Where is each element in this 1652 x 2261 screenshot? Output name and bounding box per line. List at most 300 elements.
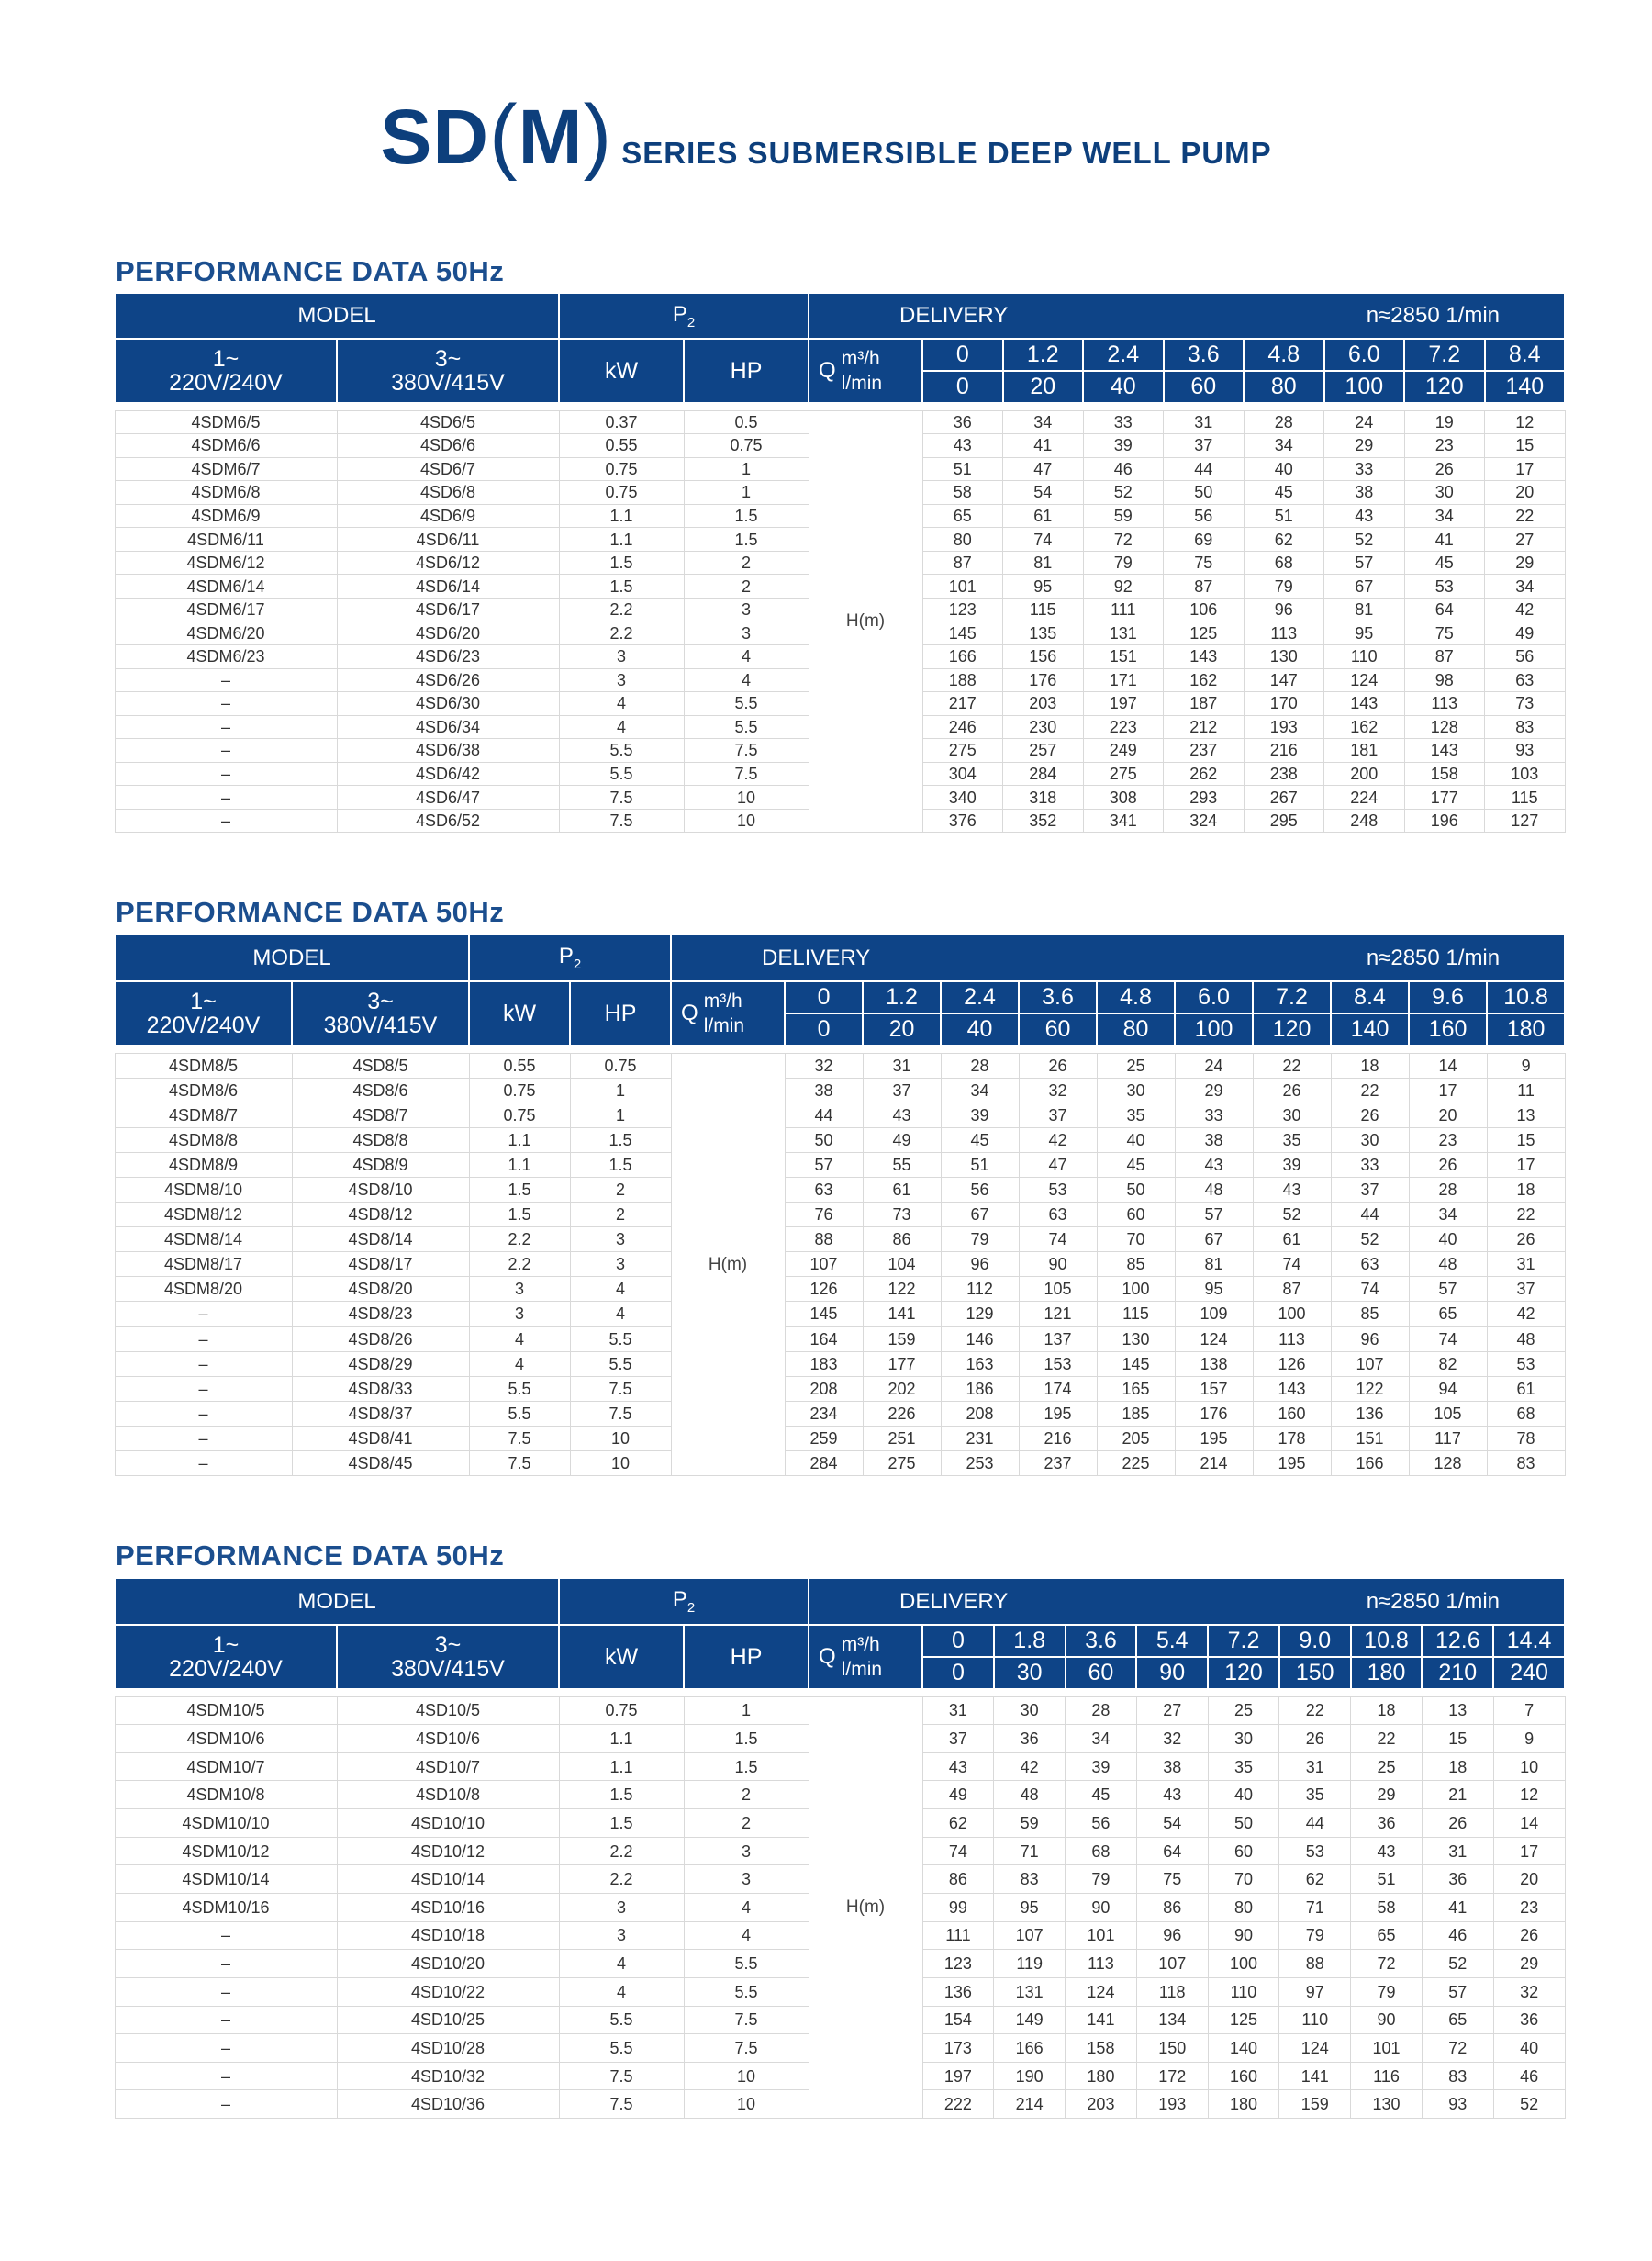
head-value-cell: 141 — [863, 1302, 941, 1326]
head-value-cell: 85 — [1331, 1302, 1409, 1326]
head-value-cell: 10 — [1493, 1752, 1565, 1781]
model-1ph-cell: – — [115, 1977, 337, 2006]
head-value-cell: 28 — [941, 1053, 1019, 1078]
kw-cell: 1.5 — [559, 551, 684, 575]
head-value-cell: 38 — [1324, 481, 1405, 505]
single-phase-header — [115, 339, 337, 403]
head-value-cell: 153 — [1019, 1351, 1097, 1376]
kw-cell: 1.1 — [559, 504, 684, 528]
model-3ph-cell: 4SD8/37 — [292, 1401, 469, 1426]
q-m3h-value: 6.0 — [1324, 339, 1405, 371]
head-value-cell: 203 — [1003, 692, 1084, 716]
head-value-cell: 237 — [1164, 739, 1245, 763]
head-value-cell: 53 — [1279, 1837, 1351, 1865]
head-value-cell: 50 — [1097, 1177, 1175, 1202]
head-value-cell: 72 — [1083, 528, 1164, 552]
head-value-cell: 100 — [1253, 1302, 1331, 1326]
single-phase-label: 1~ — [212, 1631, 240, 1658]
model-1ph-cell: 4SDM10/12 — [115, 1837, 337, 1865]
model-1ph-cell: 4SDM6/17 — [115, 598, 337, 621]
kw-cell: 2.2 — [559, 621, 684, 645]
head-value-cell: 208 — [941, 1401, 1019, 1426]
model-3ph-cell: 4SD6/52 — [337, 809, 559, 833]
head-value-cell: 284 — [1003, 762, 1084, 786]
head-value-cell: 341 — [1083, 809, 1164, 833]
q-lmin-value: 210 — [1422, 1657, 1493, 1689]
head-value-cell: 124 — [1324, 668, 1405, 692]
q-lmin-value: 140 — [1485, 371, 1566, 403]
q-m3h-value: 9.6 — [1409, 981, 1487, 1013]
hp-cell: 7.5 — [684, 2006, 809, 2034]
model-3ph-cell: 4SD8/10 — [292, 1177, 469, 1202]
model-1ph-cell: – — [115, 2034, 337, 2063]
head-value-cell: 12 — [1485, 410, 1566, 434]
head-value-cell: 11 — [1487, 1078, 1565, 1103]
head-value-cell: 128 — [1409, 1451, 1487, 1476]
head-value-cell: 70 — [1097, 1227, 1175, 1252]
head-value-cell: 42 — [1485, 598, 1566, 621]
model-1ph-cell: – — [115, 809, 337, 833]
head-value-cell: 163 — [941, 1351, 1019, 1376]
hp-cell: 5.5 — [684, 1977, 809, 2006]
head-value-cell: 352 — [1003, 809, 1084, 833]
kw-cell: 2.2 — [559, 1837, 684, 1865]
head-value-cell: 29 — [1493, 1950, 1565, 1978]
head-value-cell: 223 — [1083, 715, 1164, 739]
head-value-cell: 253 — [941, 1451, 1019, 1476]
head-value-cell: 75 — [1136, 1865, 1208, 1894]
head-value-cell: 101 — [1066, 1921, 1137, 1950]
speed-label: n≈2850 1/min — [1366, 303, 1501, 328]
model-1ph-cell: 4SDM6/14 — [115, 575, 337, 599]
model-1ph-cell: 4SDM6/20 — [115, 621, 337, 645]
head-value-cell: 67 — [1324, 575, 1405, 599]
head-value-cell: 63 — [1485, 668, 1566, 692]
head-value-cell: 45 — [1244, 481, 1324, 505]
head-value-cell: 106 — [1164, 598, 1245, 621]
head-value-cell: 34 — [1003, 410, 1084, 434]
head-value-cell: 64 — [1136, 1837, 1208, 1865]
single-phase-label: 1~ — [190, 988, 217, 1014]
head-value-cell: 32 — [1019, 1078, 1097, 1103]
head-value-cell: 275 — [863, 1451, 941, 1476]
head-value-cell: 304 — [922, 762, 1003, 786]
head-value-cell: 35 — [1208, 1752, 1279, 1781]
model-3ph-cell: 4SD8/14 — [292, 1227, 469, 1252]
head-value-cell: 31 — [1422, 1837, 1493, 1865]
q-unit-header — [809, 339, 922, 403]
q-m3h-value: 3.6 — [1066, 1625, 1137, 1657]
model-1ph-cell: – — [115, 739, 337, 763]
head-value-cell: 82 — [1409, 1351, 1487, 1376]
head-value-cell: 57 — [1324, 551, 1405, 575]
head-value-cell: 20 — [1493, 1865, 1565, 1894]
head-value-cell: 26 — [1279, 1725, 1351, 1753]
table-row — [115, 1426, 1565, 1450]
head-value-cell: 28 — [1409, 1177, 1487, 1202]
head-value-cell: 78 — [1487, 1426, 1565, 1450]
table-row — [115, 1302, 1565, 1326]
head-value-cell: 65 — [922, 504, 1003, 528]
section-heading: PERFORMANCE DATA 50Hz — [116, 1539, 505, 1572]
head-value-cell: 46 — [1422, 1921, 1493, 1950]
model-1ph-cell: 4SDM6/8 — [115, 481, 337, 505]
model-1ph-cell: – — [115, 762, 337, 786]
p2-subscript: 2 — [686, 1599, 696, 1616]
table-row — [115, 1177, 1565, 1202]
head-value-cell: 74 — [1331, 1277, 1409, 1302]
table-row — [115, 1401, 1565, 1426]
head-value-cell: 72 — [1422, 2034, 1493, 2063]
kw-cell: 4 — [559, 715, 684, 739]
head-value-cell: 196 — [1404, 809, 1485, 833]
head-value-cell: 146 — [941, 1326, 1019, 1351]
head-value-cell: 20 — [1485, 481, 1566, 505]
head-value-cell: 158 — [1404, 762, 1485, 786]
head-value-cell: 202 — [863, 1376, 941, 1401]
head-value-cell: 34 — [941, 1078, 1019, 1103]
head-value-cell: 83 — [1485, 715, 1566, 739]
head-value-cell: 18 — [1331, 1053, 1409, 1078]
q-lmin-value: 30 — [994, 1657, 1066, 1689]
kw-cell: 1.1 — [559, 1725, 684, 1753]
head-value-cell: 22 — [1485, 504, 1566, 528]
model-3ph-cell: 4SD6/47 — [337, 786, 559, 810]
head-value-cell: 36 — [1493, 2006, 1565, 2034]
head-value-cell: 134 — [1136, 2006, 1208, 2034]
p2-label: P — [672, 301, 687, 327]
kw-cell: 4 — [559, 1977, 684, 2006]
head-value-cell: 193 — [1244, 715, 1324, 739]
title-m: M — [518, 94, 584, 180]
head-value-cell: 87 — [1404, 644, 1485, 668]
head-value-cell: 20 — [1409, 1103, 1487, 1127]
model-header: MODEL — [115, 293, 559, 339]
head-value-cell: 95 — [1324, 621, 1405, 645]
p2-label: P — [558, 944, 574, 969]
head-value-cell: 23 — [1404, 434, 1485, 458]
head-value-cell: 340 — [922, 786, 1003, 810]
head-value-cell: 46 — [1493, 2062, 1565, 2090]
head-value-cell: 86 — [863, 1227, 941, 1252]
hp-cell: 0.75 — [570, 1053, 671, 1078]
head-value-cell: 122 — [1331, 1376, 1409, 1401]
head-value-cell: 208 — [785, 1376, 863, 1401]
head-value-cell: 23 — [1493, 1893, 1565, 1921]
head-value-cell: 51 — [941, 1152, 1019, 1177]
head-value-cell: 52 — [1493, 2090, 1565, 2119]
three-phase-voltage: 380V/415V — [391, 370, 505, 396]
head-value-cell: 31 — [1164, 410, 1245, 434]
hp-header: HP — [684, 1625, 809, 1689]
head-value-cell: 42 — [994, 1752, 1066, 1781]
head-value-cell: 92 — [1083, 575, 1164, 599]
head-value-cell: 104 — [863, 1252, 941, 1277]
q-m3h-value: 10.8 — [1487, 981, 1565, 1013]
spacer-cell — [115, 1046, 1565, 1053]
head-value-cell: 33 — [1331, 1152, 1409, 1177]
head-value-cell: 29 — [1324, 434, 1405, 458]
model-3ph-cell: 4SD8/12 — [292, 1203, 469, 1227]
model-1ph-cell: 4SDM10/14 — [115, 1865, 337, 1894]
q-unit-lmin: l/min — [841, 373, 883, 394]
hp-cell: 1.5 — [684, 1752, 809, 1781]
head-value-cell: 145 — [1097, 1351, 1175, 1376]
head-value-cell: 157 — [1175, 1376, 1253, 1401]
head-value-cell: 224 — [1324, 786, 1405, 810]
section-heading: PERFORMANCE DATA 50Hz — [116, 896, 505, 928]
head-value-cell: 124 — [1279, 2034, 1351, 2063]
head-value-cell: 130 — [1244, 644, 1324, 668]
head-value-cell: 79 — [1244, 575, 1324, 599]
model-1ph-cell: 4SDM6/12 — [115, 551, 337, 575]
model-3ph-cell: 4SD8/20 — [292, 1277, 469, 1302]
head-value-cell: 37 — [1487, 1277, 1565, 1302]
head-value-cell: 295 — [1244, 809, 1324, 833]
spacer-cell — [115, 1689, 1565, 1696]
head-value-cell: 34 — [1409, 1203, 1487, 1227]
head-value-cell: 205 — [1097, 1426, 1175, 1450]
head-value-cell: 56 — [1066, 1809, 1137, 1838]
table-row — [115, 1078, 1565, 1103]
head-value-cell: 124 — [1175, 1326, 1253, 1351]
p2-header — [469, 935, 671, 981]
head-value-cell: 45 — [941, 1127, 1019, 1152]
head-value-cell: 178 — [1253, 1426, 1331, 1450]
head-value-cell: 19 — [1404, 410, 1485, 434]
model-3ph-cell: 4SD10/12 — [337, 1837, 559, 1865]
head-value-cell: 181 — [1324, 739, 1405, 763]
model-3ph-cell: 4SD10/6 — [337, 1725, 559, 1753]
head-value-cell: 195 — [1175, 1426, 1253, 1450]
table-row — [115, 1326, 1565, 1351]
head-value-cell: 39 — [941, 1103, 1019, 1127]
kw-cell: 1.1 — [559, 1752, 684, 1781]
table-row — [115, 1696, 1565, 1725]
head-value-cell: 159 — [1279, 2090, 1351, 2119]
head-value-cell: 74 — [922, 1837, 994, 1865]
hp-cell: 5.5 — [684, 692, 809, 716]
head-value-cell: 43 — [1351, 1837, 1423, 1865]
head-value-cell: 122 — [863, 1277, 941, 1302]
head-value-cell: 74 — [1003, 528, 1084, 552]
q-lmin-value: 240 — [1493, 1657, 1565, 1689]
hp-cell: 10 — [684, 809, 809, 833]
model-3ph-cell: 4SD6/8 — [337, 481, 559, 505]
head-value-cell: 15 — [1487, 1127, 1565, 1152]
model-3ph-cell: 4SD8/5 — [292, 1053, 469, 1078]
model-3ph-cell: 4SD6/42 — [337, 762, 559, 786]
head-value-cell: 226 — [863, 1401, 941, 1426]
model-1ph-cell: 4SDM8/17 — [115, 1252, 292, 1277]
head-value-cell: 172 — [1136, 2062, 1208, 2090]
head-value-cell: 259 — [785, 1426, 863, 1450]
head-value-cell: 143 — [1253, 1376, 1331, 1401]
hp-cell: 1 — [570, 1078, 671, 1103]
model-1ph-cell: – — [115, 2090, 337, 2119]
head-value-cell: 57 — [1409, 1277, 1487, 1302]
model-1ph-cell: 4SDM10/16 — [115, 1893, 337, 1921]
kw-cell: 0.75 — [469, 1103, 570, 1127]
head-value-cell: 65 — [1422, 2006, 1493, 2034]
head-value-cell: 230 — [1003, 715, 1084, 739]
q-label: Q — [681, 1001, 698, 1026]
model-1ph-cell: 4SDM6/23 — [115, 644, 337, 668]
model-3ph-cell: 4SD6/14 — [337, 575, 559, 599]
head-value-cell: 110 — [1208, 1977, 1279, 2006]
hp-cell: 2 — [684, 575, 809, 599]
spacer-cell — [115, 403, 1565, 410]
head-value-cell: 51 — [1244, 504, 1324, 528]
head-value-cell: 63 — [1019, 1203, 1097, 1227]
q-units — [842, 346, 882, 397]
head-value-cell: 86 — [1136, 1893, 1208, 1921]
q-m3h-value: 7.2 — [1253, 981, 1331, 1013]
head-value-cell: 149 — [994, 2006, 1066, 2034]
head-value-cell: 52 — [1422, 1950, 1493, 1978]
head-value-cell: 131 — [994, 1977, 1066, 2006]
head-value-cell: 101 — [922, 575, 1003, 599]
kw-cell: 4 — [469, 1351, 570, 1376]
model-1ph-cell: 4SDM10/10 — [115, 1809, 337, 1838]
head-value-cell: 246 — [922, 715, 1003, 739]
single-phase-label: 1~ — [212, 345, 240, 372]
q-m3h-value: 7.2 — [1208, 1625, 1279, 1657]
head-value-cell: 39 — [1066, 1752, 1137, 1781]
q-lmin-value: 160 — [1409, 1013, 1487, 1046]
model-3ph-cell: 4SD6/17 — [337, 598, 559, 621]
head-value-cell: 176 — [1003, 668, 1084, 692]
kw-cell: 3 — [559, 668, 684, 692]
head-value-cell: 35 — [1279, 1781, 1351, 1809]
hp-cell: 4 — [684, 1893, 809, 1921]
model-3ph-cell: 4SD8/9 — [292, 1152, 469, 1177]
q-lmin-value: 100 — [1175, 1013, 1253, 1046]
delivery-label: DELIVERY — [899, 303, 1009, 328]
title-sd: SD — [380, 94, 490, 180]
head-value-cell: 135 — [1003, 621, 1084, 645]
three-phase-header — [337, 1625, 559, 1689]
head-value-cell: 15 — [1485, 434, 1566, 458]
head-value-cell: 225 — [1097, 1451, 1175, 1476]
model-1ph-cell: 4SDM10/6 — [115, 1725, 337, 1753]
head-value-cell: 105 — [1019, 1277, 1097, 1302]
model-header: MODEL — [115, 935, 469, 981]
head-value-cell: 52 — [1253, 1203, 1331, 1227]
hp-cell: 1.5 — [684, 504, 809, 528]
head-value-cell: 69 — [1164, 528, 1245, 552]
head-value-cell: 44 — [785, 1103, 863, 1127]
p2-header — [559, 293, 809, 339]
speed-label: n≈2850 1/min — [1366, 1588, 1501, 1614]
performance-table — [114, 292, 1566, 833]
hp-cell: 3 — [570, 1227, 671, 1252]
hp-cell: 0.5 — [684, 410, 809, 434]
table-row — [115, 1277, 1565, 1302]
head-value-cell: 88 — [1279, 1950, 1351, 1978]
q-m3h-value: 6.0 — [1175, 981, 1253, 1013]
head-value-cell: 159 — [863, 1326, 941, 1351]
head-value-cell: 60 — [1208, 1837, 1279, 1865]
head-value-cell: 81 — [1324, 598, 1405, 621]
head-value-cell: 35 — [1097, 1103, 1175, 1127]
q-lmin-value: 0 — [922, 1657, 994, 1689]
head-value-cell: 275 — [1083, 762, 1164, 786]
hp-cell: 1 — [684, 481, 809, 505]
hp-cell: 10 — [570, 1451, 671, 1476]
model-3ph-cell: 4SD8/17 — [292, 1252, 469, 1277]
model-1ph-cell: – — [115, 1401, 292, 1426]
head-value-cell: 222 — [922, 2090, 994, 2119]
head-value-cell: 118 — [1136, 1977, 1208, 2006]
head-value-cell: 47 — [1003, 457, 1084, 481]
head-value-cell: 31 — [1487, 1252, 1565, 1277]
head-value-cell: 257 — [1003, 739, 1084, 763]
p2-header — [559, 1578, 809, 1625]
head-value-cell: 96 — [1244, 598, 1324, 621]
kw-cell: 0.55 — [469, 1053, 570, 1078]
head-value-cell: 203 — [1066, 2090, 1137, 2119]
head-value-cell: 31 — [863, 1053, 941, 1078]
kw-cell: 7.5 — [559, 2062, 684, 2090]
head-value-cell: 45 — [1404, 551, 1485, 575]
q-lmin-value: 40 — [941, 1013, 1019, 1046]
kw-cell: 1.1 — [469, 1152, 570, 1177]
head-value-cell: 324 — [1164, 809, 1245, 833]
single-phase-header — [115, 1625, 337, 1689]
head-value-cell: 166 — [994, 2034, 1066, 2063]
q-units — [704, 989, 744, 1039]
model-1ph-cell: – — [115, 2062, 337, 2090]
head-value-cell: 76 — [785, 1203, 863, 1227]
q-unit-lmin: l/min — [703, 1015, 745, 1036]
q-m3h-value: 12.6 — [1422, 1625, 1493, 1657]
q-m3h-value: 10.8 — [1351, 1625, 1423, 1657]
model-3ph-cell: 4SD10/7 — [337, 1752, 559, 1781]
head-value-cell: 52 — [1324, 528, 1405, 552]
hp-cell: 3 — [684, 598, 809, 621]
head-value-cell: 162 — [1164, 668, 1245, 692]
head-label-cell: H(m) — [809, 1696, 922, 2119]
head-value-cell: 22 — [1487, 1203, 1565, 1227]
head-value-cell: 62 — [922, 1809, 994, 1838]
head-value-cell: 52 — [1083, 481, 1164, 505]
hp-cell: 2 — [570, 1177, 671, 1202]
kw-cell: 5.5 — [559, 2006, 684, 2034]
head-value-cell: 111 — [922, 1921, 994, 1950]
head-value-cell: 27 — [1485, 528, 1566, 552]
kw-cell: 5.5 — [559, 739, 684, 763]
hp-cell: 1 — [684, 1696, 809, 1725]
model-1ph-cell: 4SDM8/12 — [115, 1203, 292, 1227]
head-value-cell: 37 — [1331, 1177, 1409, 1202]
title-paren-close: ) — [583, 88, 613, 182]
model-1ph-cell: 4SDM6/9 — [115, 504, 337, 528]
head-value-cell: 53 — [1487, 1351, 1565, 1376]
model-3ph-cell: 4SD6/5 — [337, 410, 559, 434]
head-value-cell: 60 — [1097, 1203, 1175, 1227]
head-value-cell: 143 — [1324, 692, 1405, 716]
head-value-cell: 216 — [1244, 739, 1324, 763]
q-m3h-value: 2.4 — [1083, 339, 1164, 371]
q-unit-m3h: m³/h — [841, 1633, 880, 1655]
kw-cell: 1.1 — [559, 528, 684, 552]
head-value-cell: 123 — [922, 598, 1003, 621]
head-value-cell: 32 — [1493, 1977, 1565, 2006]
head-value-cell: 21 — [1422, 1781, 1493, 1809]
head-value-cell: 68 — [1487, 1401, 1565, 1426]
head-value-cell: 79 — [1066, 1865, 1137, 1894]
